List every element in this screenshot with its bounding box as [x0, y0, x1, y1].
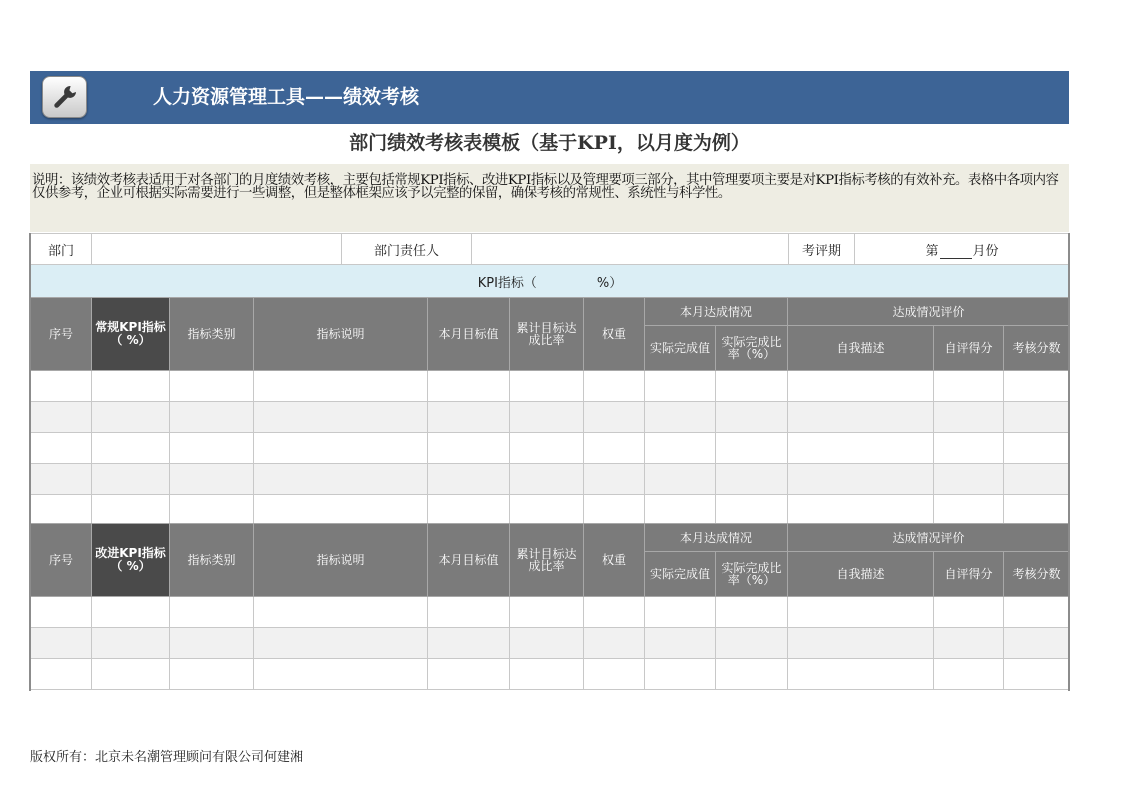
department-info-table: [30, 233, 1070, 298]
table-cell[interactable]: [788, 464, 934, 495]
table-cell[interactable]: [645, 659, 716, 690]
banner-title: 人力资源管理工具——绩效考核: [153, 86, 420, 108]
table-cell[interactable]: [170, 495, 254, 526]
owner-field[interactable]: [472, 234, 789, 265]
col-actual-ratio-header: 实际完成比率（%）: [716, 552, 788, 597]
copyright-text: 版权所有：北京未名潮管理顾问有限公司何建湘: [30, 750, 304, 765]
table-left-border: [29, 233, 31, 691]
col-seq-header: 序号: [31, 524, 92, 597]
page-title: 部门绩效考核表模板（基于KPI，以月度为例）: [349, 132, 750, 154]
table-cell[interactable]: [170, 433, 254, 464]
table-cell[interactable]: [788, 433, 934, 464]
table-cell[interactable]: [510, 433, 584, 464]
table-row: [31, 433, 1070, 464]
table-cell[interactable]: [31, 433, 92, 464]
table-cell[interactable]: [584, 495, 645, 526]
table-cell[interactable]: [716, 495, 788, 526]
table-cell[interactable]: [934, 659, 1004, 690]
table-row: [31, 371, 1070, 402]
table-row: [31, 402, 1070, 433]
table-cell[interactable]: [934, 433, 1004, 464]
col-actual-ratio-header: 实际完成比率（%）: [716, 326, 788, 371]
table-cell[interactable]: [31, 628, 92, 659]
table-row: [31, 597, 1070, 628]
col-cum-header: 累计目标达成比率: [510, 298, 584, 371]
table-cell[interactable]: [716, 464, 788, 495]
table-cell[interactable]: [31, 402, 92, 433]
table-cell[interactable]: [92, 495, 170, 526]
wrench-icon: [42, 76, 87, 118]
period-label: 考评期: [789, 234, 855, 265]
col-desc-header: 指标说明: [254, 298, 428, 371]
regular-kpi-table: [30, 297, 1070, 526]
table-cell[interactable]: [254, 464, 428, 495]
table-cell[interactable]: [788, 495, 934, 526]
table-cell[interactable]: [428, 628, 510, 659]
col-type-header: 指标类别: [170, 298, 254, 371]
col-actual-header: 实际完成值: [645, 326, 716, 371]
department-info-row: [31, 234, 1070, 265]
table-cell[interactable]: [31, 597, 92, 628]
table-cell[interactable]: [716, 402, 788, 433]
table-cell[interactable]: [584, 371, 645, 402]
period-prefix: 第: [925, 243, 939, 259]
table-cell[interactable]: [584, 628, 645, 659]
kpi-weight-bar: [31, 265, 1070, 298]
table-cell[interactable]: [934, 495, 1004, 526]
table-cell[interactable]: [716, 433, 788, 464]
table-cell[interactable]: [788, 597, 934, 628]
table-cell[interactable]: [1004, 464, 1070, 495]
owner-label: 部门责任人: [342, 234, 472, 265]
table-cell[interactable]: [428, 402, 510, 433]
col-self-desc-header: 自我描述: [788, 326, 934, 371]
table-cell[interactable]: [510, 495, 584, 526]
table-cell[interactable]: [716, 659, 788, 690]
col-seq-header: 序号: [31, 298, 92, 371]
kpi-weight-row: [31, 265, 1070, 298]
table-cell[interactable]: [645, 402, 716, 433]
col-self-score-header: 自评得分: [934, 552, 1004, 597]
table-cell[interactable]: [428, 371, 510, 402]
improvement-kpi-table: [30, 523, 1070, 690]
table-cell[interactable]: [510, 402, 584, 433]
col-self-score-header: 自评得分: [934, 326, 1004, 371]
col-target-header: 本月目标值: [428, 524, 510, 597]
table-row: [31, 495, 1070, 526]
col-score-header: 考核分数: [1004, 552, 1070, 597]
table-cell[interactable]: [788, 628, 934, 659]
col-desc-header: 指标说明: [254, 524, 428, 597]
table-cell[interactable]: [254, 402, 428, 433]
table-cell[interactable]: [716, 628, 788, 659]
table-cell[interactable]: [428, 597, 510, 628]
table-cell[interactable]: [584, 433, 645, 464]
group-eval-header: 达成情况评价: [788, 524, 1070, 552]
group-month-header: 本月达成情况: [645, 524, 788, 552]
table-cell[interactable]: [1004, 597, 1070, 628]
table-cell[interactable]: [716, 371, 788, 402]
table-cell[interactable]: [31, 495, 92, 526]
table-cell[interactable]: [510, 628, 584, 659]
group-month-header: 本月达成情况: [645, 298, 788, 326]
table-row: [31, 659, 1070, 690]
table-row: [31, 628, 1070, 659]
table-cell[interactable]: [254, 628, 428, 659]
table-cell[interactable]: [92, 402, 170, 433]
table-cell[interactable]: [934, 464, 1004, 495]
table-cell[interactable]: [1004, 371, 1070, 402]
instruction-note: 说明：该绩效考核表适用于对各部门的月度绩效考核，主要包括常规KPI指标、改进KPI指标以及管理要项三部分，其中管理要项主要是对KPI指标考核的有效补充。表格中各项内容仅供参考，企业可根据实际需要进行一些调整，但是整体框架应该予以完整的保留，确保考核的常规性、系统性与科学性。: [30, 164, 1069, 232]
table-cell[interactable]: [645, 433, 716, 464]
table-cell[interactable]: [1004, 433, 1070, 464]
table-cell[interactable]: [170, 659, 254, 690]
table-cell[interactable]: [584, 659, 645, 690]
table-cell[interactable]: [510, 371, 584, 402]
table-cell[interactable]: [788, 371, 934, 402]
table-row: [31, 464, 1070, 495]
col-kpi-header: 常规KPI指标（ %）: [92, 298, 170, 371]
table-cell[interactable]: [934, 371, 1004, 402]
table-cell[interactable]: [92, 628, 170, 659]
table-cell[interactable]: [584, 402, 645, 433]
table-cell[interactable]: [170, 464, 254, 495]
table-cell[interactable]: [170, 371, 254, 402]
table-cell[interactable]: [645, 464, 716, 495]
table-cell[interactable]: [934, 597, 1004, 628]
table-cell[interactable]: [31, 464, 92, 495]
kpi-bar-label: KPI指标（: [477, 275, 537, 291]
table-cell[interactable]: [645, 628, 716, 659]
table-cell[interactable]: [645, 597, 716, 628]
improvement-kpi-body: [31, 597, 1070, 690]
dept-label: 部门: [31, 234, 92, 265]
table-cell[interactable]: [934, 628, 1004, 659]
table-cell[interactable]: [428, 659, 510, 690]
table-cell[interactable]: [1004, 628, 1070, 659]
table-cell[interactable]: [1004, 402, 1070, 433]
table-cell[interactable]: [92, 371, 170, 402]
table-cell[interactable]: [510, 464, 584, 495]
period-cell[interactable]: [855, 234, 1070, 265]
header-banner: [30, 71, 1069, 124]
header-row-1: [31, 298, 1070, 326]
table-cell[interactable]: [254, 659, 428, 690]
regular-kpi-body: [31, 371, 1070, 526]
table-cell[interactable]: [92, 433, 170, 464]
col-cum-header: 累计目标达成比率: [510, 524, 584, 597]
period-month-field[interactable]: [940, 247, 972, 259]
dept-field[interactable]: [92, 234, 342, 265]
table-cell[interactable]: [428, 464, 510, 495]
table-cell[interactable]: [31, 659, 92, 690]
table-cell[interactable]: [1004, 659, 1070, 690]
table-cell[interactable]: [254, 433, 428, 464]
kpi-bar-suffix: %）: [596, 275, 623, 291]
table-cell[interactable]: [716, 597, 788, 628]
col-kpi-header: 改进KPI指标（ %）: [92, 524, 170, 597]
table-cell[interactable]: [788, 402, 934, 433]
col-weight-header: 权重: [584, 298, 645, 371]
table-cell[interactable]: [584, 464, 645, 495]
header-row-1: [31, 524, 1070, 552]
table-cell[interactable]: [254, 495, 428, 526]
table-cell[interactable]: [254, 371, 428, 402]
table-cell[interactable]: [428, 433, 510, 464]
table-cell[interactable]: [92, 659, 170, 690]
col-weight-header: 权重: [584, 524, 645, 597]
table-cell[interactable]: [510, 659, 584, 690]
col-actual-header: 实际完成值: [645, 552, 716, 597]
col-target-header: 本月目标值: [428, 298, 510, 371]
table-cell[interactable]: [170, 628, 254, 659]
col-self-desc-header: 自我描述: [788, 552, 934, 597]
table-cell[interactable]: [92, 597, 170, 628]
table-cell[interactable]: [510, 597, 584, 628]
table-cell[interactable]: [645, 495, 716, 526]
table-cell[interactable]: [1004, 495, 1070, 526]
table-cell[interactable]: [31, 371, 92, 402]
table-cell[interactable]: [788, 659, 934, 690]
table-cell[interactable]: [645, 371, 716, 402]
table-cell[interactable]: [92, 464, 170, 495]
table-cell[interactable]: [170, 597, 254, 628]
period-suffix: 月份: [972, 243, 999, 259]
group-eval-header: 达成情况评价: [788, 298, 1070, 326]
table-right-border: [1068, 233, 1070, 691]
table-cell[interactable]: [584, 597, 645, 628]
col-score-header: 考核分数: [1004, 326, 1070, 371]
table-cell[interactable]: [254, 597, 428, 628]
table-cell[interactable]: [934, 402, 1004, 433]
col-type-header: 指标类别: [170, 524, 254, 597]
table-cell[interactable]: [170, 402, 254, 433]
table-cell[interactable]: [428, 495, 510, 526]
